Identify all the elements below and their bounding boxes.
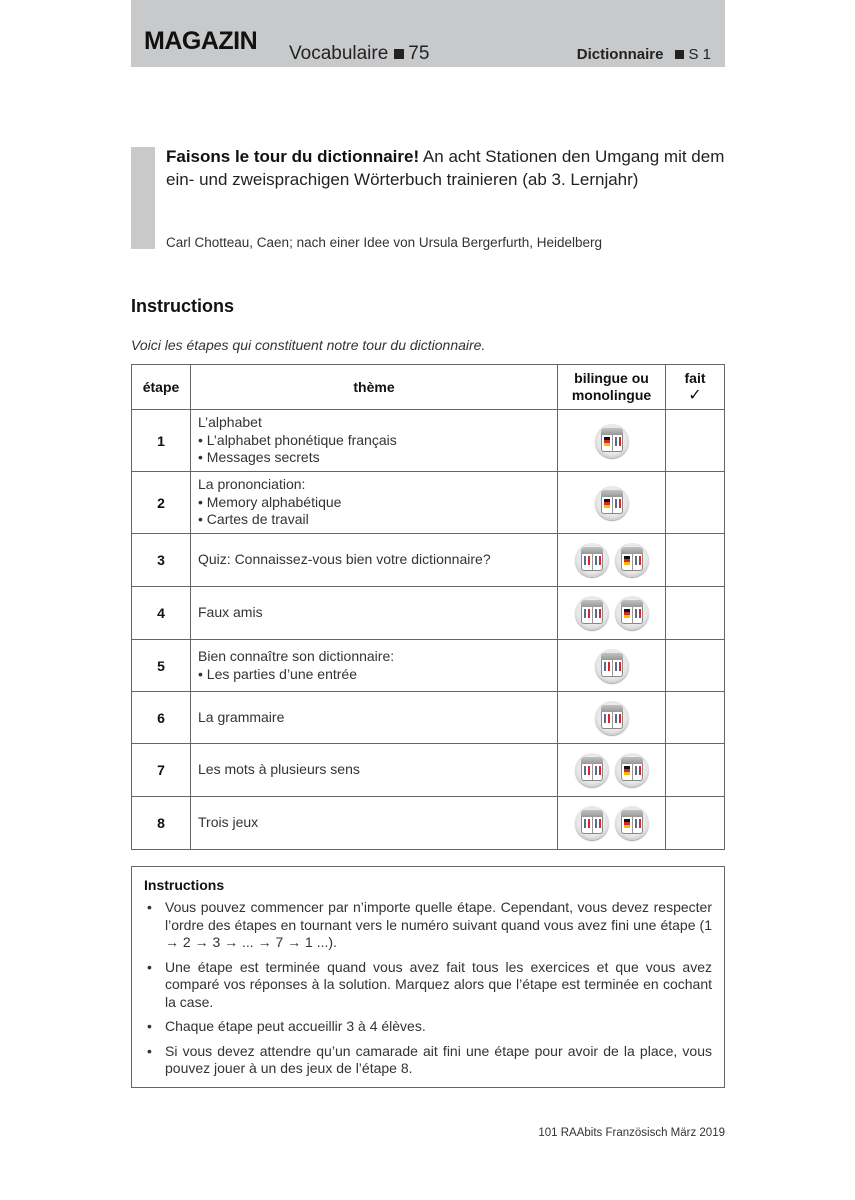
intro-subtitle: An acht Stationen den Umgang mit dem ein- und zweisprachigen Wörterbuch trainieren (ab 3. Lernjahr)	[166, 147, 725, 189]
theme-line: La prononciation:	[198, 476, 306, 493]
theme-line: • L’alphabet phonétique français	[198, 431, 397, 448]
table-row	[132, 534, 725, 587]
stage-theme	[191, 744, 558, 797]
page-number: S 1	[688, 46, 711, 63]
table-row	[132, 410, 725, 472]
stage-number: 4	[132, 587, 191, 640]
list-item: • Vous pouvez commencer par n’importe quelle étape. Cependant, vous devez respecter l’ordre des étapes en tournant vers le numéro suivant quand vous avez fini une étape (1 → 2 → 3 → ... → 7 → 1 ...).	[144, 899, 712, 952]
list-item: • Chaque étape peut accueillir 3 à 4 élèves.	[144, 1018, 712, 1036]
intro-accent-bar	[131, 147, 155, 249]
table-row	[132, 692, 725, 744]
brand-label: MAGAZIN	[144, 27, 258, 55]
stage-number: 3	[132, 534, 191, 587]
section-label	[289, 43, 429, 65]
table-row	[132, 472, 725, 534]
done-checkbox-cell[interactable]	[666, 692, 725, 744]
bilingual-dictionary-icon	[615, 753, 649, 787]
theme-line: Les mots à plusieurs sens	[198, 761, 360, 778]
bilingual-dictionary-icon	[595, 424, 629, 458]
stage-number: 7	[132, 744, 191, 797]
box-title: Instructions	[144, 877, 225, 893]
table-row	[132, 744, 725, 797]
dictionary-type	[558, 797, 666, 850]
stage-number: 1	[132, 410, 191, 472]
dictionary-type	[558, 587, 666, 640]
instructions-box	[131, 866, 725, 1088]
author-line: Carl Chotteau, Caen; nach einer Idee von Ursula Bergerfurth, Heidelberg	[166, 235, 602, 250]
monolingual-dictionary-icon	[575, 543, 609, 577]
theme-line: • Memory alphabétique	[198, 493, 342, 510]
topic-label	[577, 46, 711, 63]
theme-line: • Les parties d’une entrée	[198, 665, 358, 682]
footer-text: 101 RAAbits Französisch März 2019	[538, 1127, 725, 1139]
monolingual-dictionary-icon	[575, 596, 609, 630]
monolingual-dictionary-icon	[575, 806, 609, 840]
instructions-list	[144, 899, 712, 1078]
done-checkbox-cell[interactable]	[666, 587, 725, 640]
section-name: Vocabulaire	[289, 43, 389, 64]
dictionary-type	[558, 534, 666, 587]
stage-number: 8	[132, 797, 191, 850]
stage-number: 6	[132, 692, 191, 744]
stage-number: 2	[132, 472, 191, 534]
stage-theme	[191, 692, 558, 744]
header-done	[666, 365, 725, 410]
table-row	[132, 797, 725, 850]
issue-number: 75	[408, 43, 430, 64]
lead-text: Voici les étapes qui constituent notre tour du dictionnaire.	[131, 337, 486, 353]
theme-line: Trois jeux	[198, 814, 259, 831]
list-item: • Si vous devez attendre qu’un camarade ait fini une étape pour avoir de la place, vous pouvez jouer à un des jeux de l’étape 8.	[144, 1043, 712, 1078]
stage-number: 5	[132, 640, 191, 692]
stage-theme	[191, 534, 558, 587]
section-title: Instructions	[131, 296, 235, 316]
stage-theme	[191, 410, 558, 472]
dictionary-type	[558, 744, 666, 797]
monolingual-dictionary-icon	[595, 701, 629, 735]
table-header-row	[132, 365, 725, 410]
topic-name: Dictionnaire	[576, 46, 664, 63]
dictionary-type	[558, 410, 666, 472]
done-checkbox-cell[interactable]	[666, 744, 725, 797]
theme-line: L’alphabet	[198, 414, 262, 431]
theme-line: • Cartes de travail	[198, 511, 309, 528]
intro-title-bold: Faisons le tour du dictionnaire!	[166, 147, 420, 166]
monolingual-dictionary-icon	[575, 753, 609, 787]
dictionary-type	[558, 692, 666, 744]
square-bullet-icon	[675, 50, 684, 59]
header-type-line2: monolingue	[571, 387, 652, 403]
monolingual-dictionary-icon	[595, 649, 629, 683]
page-header	[131, 0, 725, 67]
done-checkbox-cell[interactable]	[666, 797, 725, 850]
header-etape: étape	[132, 365, 191, 410]
stage-theme	[191, 472, 558, 534]
table-row	[132, 587, 725, 640]
square-bullet-icon	[394, 49, 404, 59]
theme-line: Quiz: Connaissez-vous bien votre dictionnaire?	[198, 551, 491, 568]
stages-table	[131, 364, 725, 850]
stage-theme	[191, 640, 558, 692]
bilingual-dictionary-icon	[615, 596, 649, 630]
stage-theme	[191, 587, 558, 640]
intro-title	[166, 146, 726, 191]
theme-line: Faux amis	[198, 604, 263, 621]
bilingual-dictionary-icon	[615, 806, 649, 840]
done-checkbox-cell[interactable]	[666, 472, 725, 534]
table-row	[132, 640, 725, 692]
stage-theme	[191, 797, 558, 850]
done-checkbox-cell[interactable]	[666, 640, 725, 692]
bilingual-dictionary-icon	[615, 543, 649, 577]
checkmark-icon: ✓	[688, 387, 702, 404]
list-item: • Une étape est terminée quand vous avez fait tous les exercices et que vous avez comparé vos réponses à la solution. Marquez alors que l’étape est terminée en cochant la case.	[144, 959, 712, 1012]
bilingual-dictionary-icon	[595, 486, 629, 520]
header-type	[558, 365, 666, 410]
done-checkbox-cell[interactable]	[666, 410, 725, 472]
done-checkbox-cell[interactable]	[666, 534, 725, 587]
theme-line: • Messages secrets	[198, 449, 320, 466]
header-type-line1: bilingue ou	[574, 370, 649, 386]
dictionary-type	[558, 472, 666, 534]
header-done-label: fait	[684, 370, 706, 386]
theme-line: La grammaire	[198, 708, 285, 725]
header-theme: thème	[191, 365, 558, 410]
theme-line: Bien connaître son dictionnaire:	[198, 648, 395, 664]
dictionary-type	[558, 640, 666, 692]
